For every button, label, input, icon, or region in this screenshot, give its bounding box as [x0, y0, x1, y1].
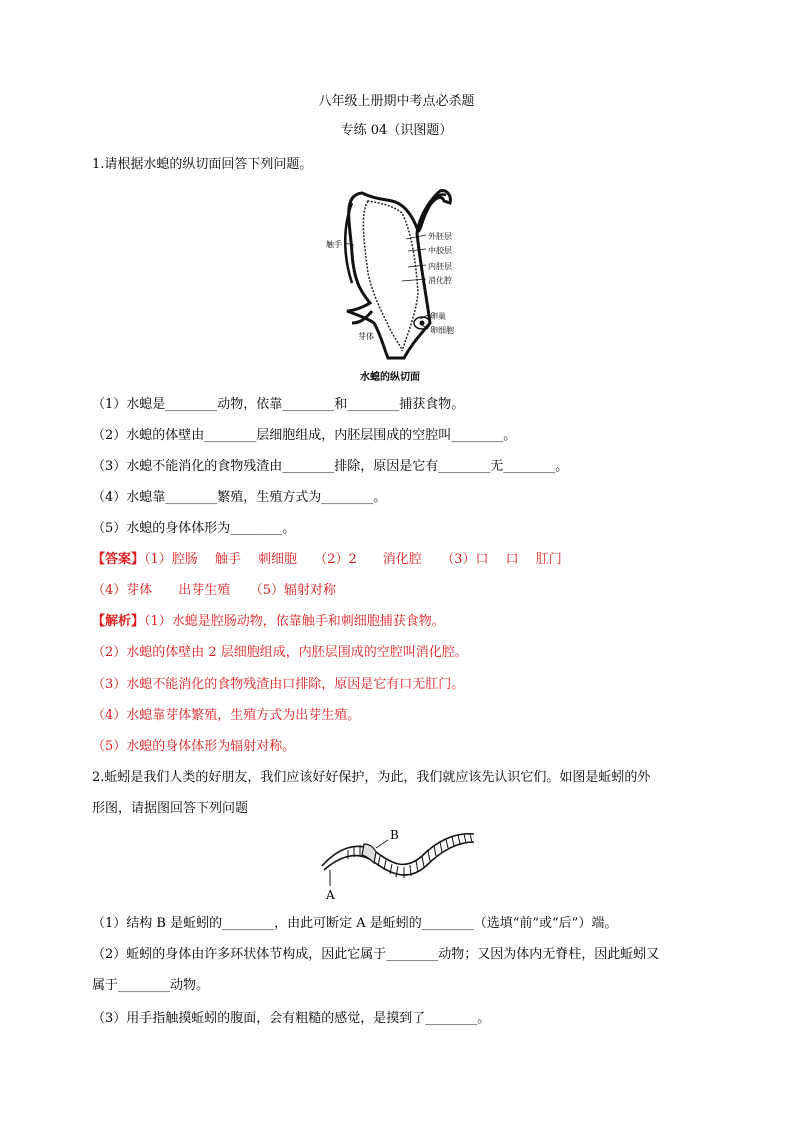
earthworm-figure [318, 826, 480, 908]
q1-answer-line-2: （4）芽体 出芽生殖 （5）辐射对称 [92, 583, 337, 598]
hydra-label-mesoglea: 中胶层 [428, 246, 452, 255]
hydra-label-bud: 芽体 [358, 332, 374, 341]
q1-analysis-line-1 [92, 613, 445, 631]
q2-item-3: （3）用手指触摸蚯蚓的腹面，会有粗糙的感觉，是摸到了________。 [92, 1011, 491, 1026]
q1-analysis-line-4: （4）水螅靠芽体繁殖，生殖方式为出芽生殖。 [92, 708, 361, 723]
hydra-label-tentacle: 触手 [326, 240, 342, 249]
q1-answer-line-1 [92, 551, 562, 569]
q1-item-5: （5）水螅的身体体形为________。 [92, 521, 296, 536]
analysis-tag: 【解析】 [92, 614, 145, 629]
q2-stem-line-2: 形图，请据图回答下列问题 [92, 801, 249, 816]
analysis-text-1: （1）水螅是腔肠动物，依靠触手和刺细胞捕获食物。 [144, 614, 445, 629]
hydra-caption: 水螅的纵切面 [360, 372, 420, 383]
q1-item-4: （4）水螅靠________繁殖，生殖方式为________。 [92, 490, 387, 505]
q1-item-1: （1）水螅是________动物，依靠________和________捕获食物。 [92, 397, 465, 412]
q1-analysis-line-3: （3）水螅不能消化的食物残渣由口排除，原因是它有口无肛门。 [92, 677, 465, 692]
hydra-label-egg: 卵细胞 [430, 326, 454, 335]
q2-item-2: （2）蚯蚓的身体由许多环状体节构成，因此它属于________动物；又因为体内无脊柱，因此蚯蚓又 [92, 947, 660, 962]
q2-stem-line-1: 2.蚯蚓是我们人类的好朋友，我们应该好好保护，为此，我们就应该先认识它们。如图是蚯蚓的外 [92, 770, 651, 785]
hydra-diagram [322, 183, 472, 363]
q1-item-3: （3）水螅不能消化的食物残渣由________排除，原因是它有________无________。 [92, 459, 569, 474]
page-title: 八年级上册期中考点必杀题 [318, 94, 475, 109]
hydra-label-ovary: 卵巢 [430, 312, 446, 321]
answer-tag: 【答案】 [92, 552, 145, 567]
earthworm-label-a: A [326, 888, 335, 902]
q1-analysis-line-5: （5）水螅的身体体形为辐射对称。 [92, 739, 296, 754]
earthworm-diagram [318, 826, 480, 908]
q1-analysis-line-2: （2）水螅的体壁由 2 层细胞组成，内胚层围成的空腔叫消化腔。 [92, 645, 468, 660]
earthworm-label-b: B [390, 828, 399, 842]
answer-text-1: （1）腔肠 触手 刺细胞 （2）2 消化腔 （3）口 口 肛门 [144, 552, 562, 567]
hydra-label-endoderm: 内胚层 [428, 262, 452, 271]
q2-item-1: （1）结构 B 是蚯蚓的________，由此可断定 A 是蚯蚓的________（选填“前”或“后”）端。 [92, 916, 618, 931]
q2-item-2-cont: 属于________动物。 [92, 978, 210, 993]
hydra-label-ectoderm: 外胚层 [428, 232, 452, 241]
page-subtitle: 专练 04（识图题） [340, 123, 453, 138]
hydra-figure [322, 183, 472, 383]
q1-item-2: （2）水螅的体壁由________层细胞组成，内胚层围成的空腔叫________。 [92, 428, 517, 443]
q1-stem: 1.请根据水螅的纵切面回答下列问题。 [92, 157, 313, 172]
hydra-label-cavity: 消化腔 [428, 276, 452, 285]
